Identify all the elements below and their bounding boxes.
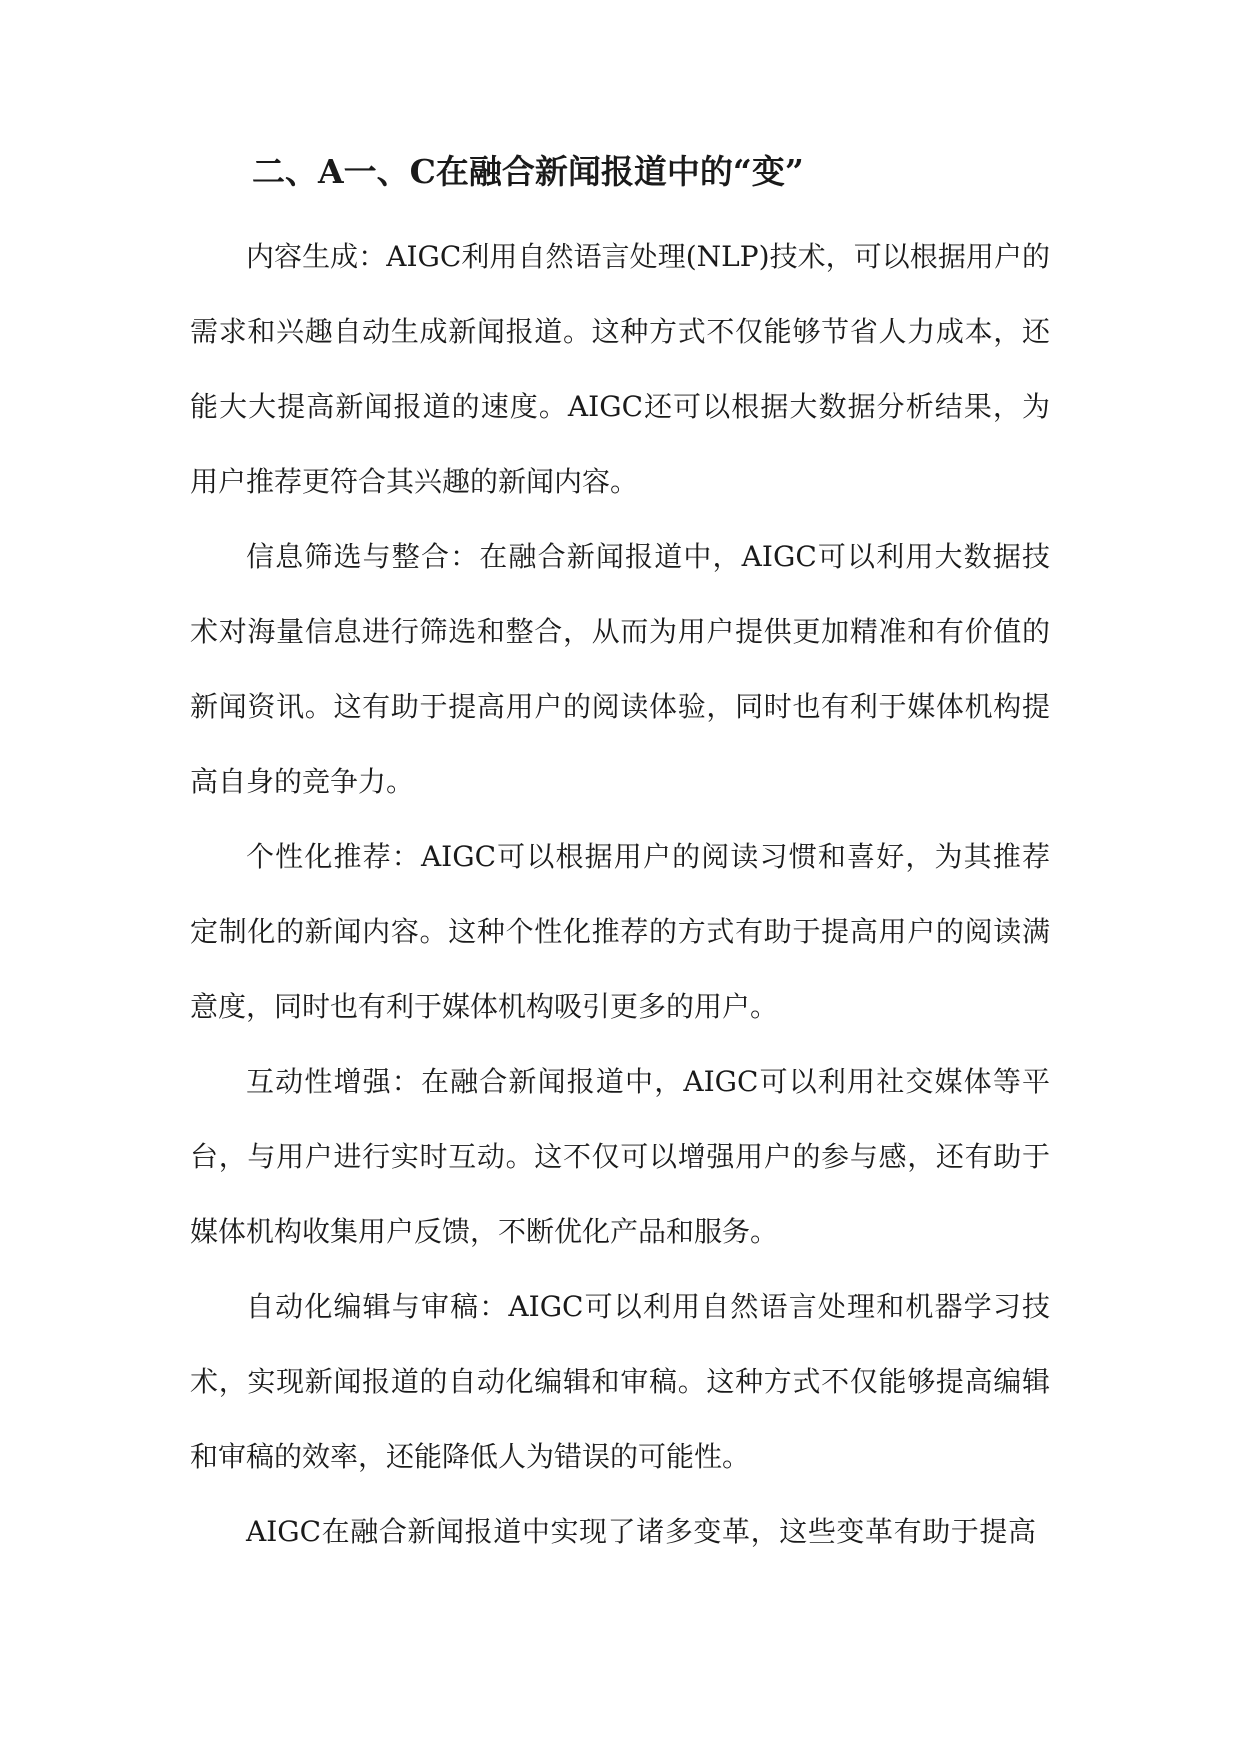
paragraph-line: 新闻资讯。这有助于提高用户的阅读体验，同时也有利于媒体机构提	[190, 690, 1050, 723]
paragraph-line: 互动性增强：在融合新闻报道中，AIGC可以利用社交媒体等平	[246, 1065, 1050, 1098]
paragraph-line: AIGC在融合新闻报道中实现了诸多变革，这些变革有助于提高	[246, 1515, 1036, 1548]
paragraph-line: 台，与用户进行实时互动。这不仅可以增强用户的参与感，还有助于	[190, 1140, 1050, 1173]
paragraph-line: 高自身的竞争力。	[190, 765, 415, 798]
paragraph-line: 内容生成：AIGC利用自然语言处理(NLP)技术，可以根据用户的	[246, 240, 1050, 273]
paragraph-line: 术，实现新闻报道的自动化编辑和审稿。这种方式不仅能够提高编辑	[190, 1365, 1050, 1398]
paragraph-line: 和审稿的效率，还能降低人为错误的可能性。	[190, 1440, 751, 1473]
paragraph-line: 用户推荐更符合其兴趣的新闻内容。	[190, 465, 639, 498]
paragraph-line: 术对海量信息进行筛选和整合，从而为用户提供更加精准和有价值的	[190, 615, 1050, 648]
paragraph-line: 信息筛选与整合：在融合新闻报道中，AIGC可以利用大数据技	[246, 540, 1050, 573]
paragraph-line: 需求和兴趣自动生成新闻报道。这种方式不仅能够节省人力成本，还	[190, 315, 1050, 348]
paragraph-line: 个性化推荐：AIGC可以根据用户的阅读习惯和喜好，为其推荐	[246, 840, 1050, 873]
paragraph-line: 自动化编辑与审稿：AIGC可以利用自然语言处理和机器学习技	[246, 1290, 1050, 1323]
paragraph-line: 能大大提高新闻报道的速度。AIGC还可以根据大数据分析结果，为	[190, 390, 1050, 423]
section-title: 二、A一、C在融合新闻报道中的“变”	[252, 152, 804, 191]
paragraph-line: 意度，同时也有利于媒体机构吸引更多的用户。	[190, 990, 779, 1023]
paragraph-line: 媒体机构收集用户反馈，不断优化产品和服务。	[190, 1215, 779, 1248]
paragraph-line: 定制化的新闻内容。这种个性化推荐的方式有助于提高用户的阅读满	[190, 915, 1050, 948]
